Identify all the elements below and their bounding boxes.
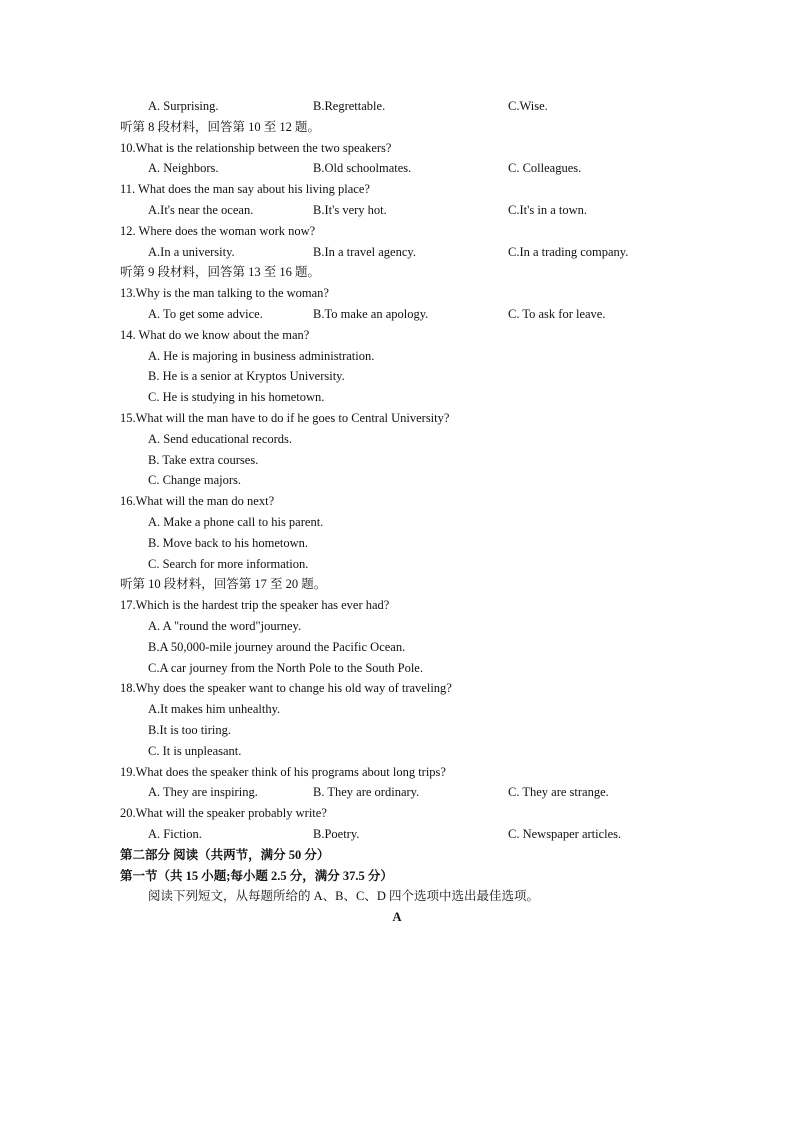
option-text: C. Search for more information. [148,556,309,571]
option-c: C. Newspaper articles. [508,827,622,841]
option-line [0,720,794,741]
option-text: A. Make a phone call to his parent. [148,515,324,529]
option-b: B.In a travel agency. [313,244,416,259]
option-c: C. To ask for leave. [508,307,606,321]
question-text: 13.Why is the man talking to the woman? [120,286,329,301]
listening-instruction [0,117,794,138]
option-text: A. A "round the word"journey. [148,619,302,633]
option-line [0,554,794,575]
question-text: 14. What do we know about the man? [120,327,310,342]
option-b: B.Poetry. [313,827,360,841]
option-text: C. Change majors. [148,473,242,488]
option-a: A. Neighbors. [148,161,219,176]
option-c: C.It's in a town. [508,203,587,217]
option-text: A.It makes him unhealthy. [148,702,281,717]
question [0,491,794,512]
question-text: 18.Why does the speaker want to change his old way of traveling? [120,681,452,696]
question-text: 15.What will the man have to do if he goes to Central University? [120,411,450,425]
option-row [0,242,794,263]
option-c: C.In a trading company. [508,244,629,259]
option-row [0,96,794,117]
option-row [0,158,794,179]
section-title: 第一节（共 15 小题;每小题 2.5 分，满分 37.5 分） [120,868,393,883]
option-line [0,366,794,387]
question [0,325,794,346]
instruction-text: 听第 10 段材料，回答第 17 至 20 题。 [120,577,327,592]
option-text: B. He is a senior at Kryptos University. [148,369,345,384]
question-text: 12. Where does the woman work now? [120,223,316,238]
section-heading [0,866,794,887]
question-text: 19.What does the speaker think of his programs about long trips? [120,764,446,779]
option-text: C. It is unpleasant. [148,743,242,758]
option-line [0,429,794,450]
question [0,138,794,159]
option-line [0,637,794,658]
section-heading [0,845,794,866]
option-row [0,200,794,221]
question [0,803,794,824]
option-line [0,470,794,491]
option-line [0,616,794,637]
option-a: A. To get some advice. [148,307,263,321]
option-text: C.A car journey from the North Pole to the South Pole. [148,660,423,675]
option-a: A.In a university. [148,244,235,259]
listening-instruction [0,262,794,283]
question [0,179,794,200]
option-text: A. He is majoring in business administration. [148,348,375,363]
question-text: 20.What will the speaker probably write? [120,806,327,821]
reading-instruction [0,886,794,907]
question [0,762,794,783]
option-row [0,304,794,325]
question [0,408,794,429]
option-text: C. He is studying in his hometown. [148,390,325,405]
question [0,595,794,616]
option-c: C.Wise. [508,99,548,113]
question-text: 11. What does the man say about his living place? [120,182,370,197]
passage-label [0,907,794,928]
question [0,678,794,699]
question-text: 10.What is the relationship between the two speakers? [120,140,392,155]
option-text: B. Take extra courses. [148,452,259,467]
option-line [0,512,794,533]
option-b: B. They are ordinary. [313,785,420,800]
option-line [0,387,794,408]
instruction-text: 听第 9 段材料，回答第 13 至 16 题。 [120,265,321,280]
option-c: C. They are strange. [508,785,609,800]
instruction-text: 听第 8 段材料，回答第 10 至 12 题。 [120,119,321,134]
option-a: A. They are inspiring. [148,785,258,800]
option-b: B.Regrettable. [313,99,386,113]
option-text: B.A 50,000-mile journey around the Pacific Ocean. [148,639,406,654]
option-b: B.To make an apology. [313,307,429,321]
option-row [0,782,794,803]
option-text: B.It is too tiring. [148,723,231,737]
question-text: 16.What will the man do next? [120,494,275,509]
option-row [0,824,794,845]
option-line [0,658,794,679]
question-text: 17.Which is the hardest trip the speaker has ever had? [120,598,390,613]
question [0,283,794,304]
option-a: A.It's near the ocean. [148,203,254,217]
option-text: A. Send educational records. [148,431,293,446]
option-line [0,533,794,554]
option-b: B.Old schoolmates. [313,161,412,176]
option-b: B.It's very hot. [313,203,387,217]
question [0,221,794,242]
option-a: A. Surprising. [148,99,219,113]
option-line [0,741,794,762]
option-text: B. Move back to his hometown. [148,535,309,550]
option-line [0,450,794,471]
option-c: C. Colleagues. [508,161,582,176]
instruction-text: 阅读下列短文，从每题所给的 A、B、C、D 四个选项中选出最佳选项。 [148,889,539,904]
option-line [0,346,794,367]
option-line [0,699,794,720]
passage-letter: A [392,910,402,925]
section-title: 第二部分 阅读（共两节，满分 50 分） [120,847,330,862]
option-a: A. Fiction. [148,827,202,841]
listening-instruction [0,574,794,595]
